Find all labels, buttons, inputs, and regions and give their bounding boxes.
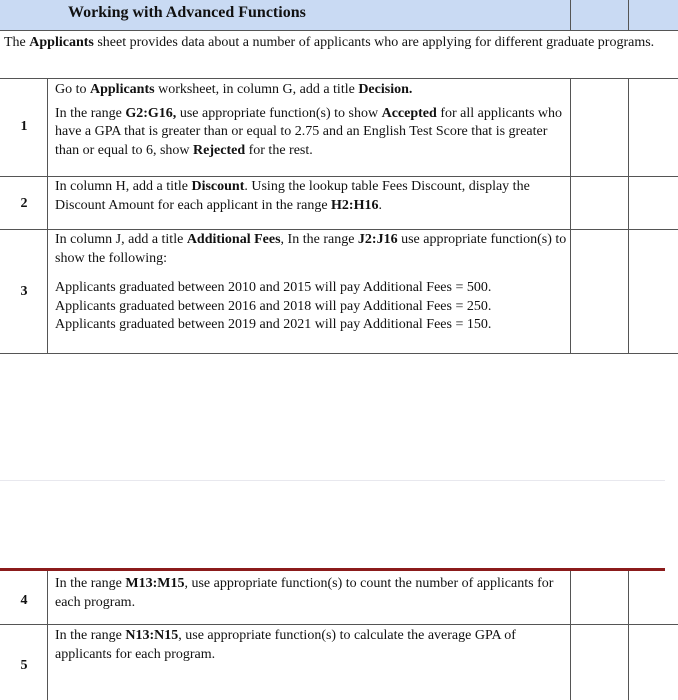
table-border bbox=[0, 353, 678, 354]
header-col-divider bbox=[628, 0, 629, 30]
table-border bbox=[0, 78, 678, 79]
task-line: In the range N13:N15, use appropriate function(s) to calculate the average GPA of applicants for each program. bbox=[55, 628, 516, 662]
col-divider bbox=[570, 78, 571, 354]
task-line: Go to Applicants worksheet, in column G, add a title Decision. bbox=[55, 82, 413, 97]
row-divider bbox=[0, 624, 678, 625]
list-item: Applicants graduated between 2019 and 2021 will pay Additional Fees = 150. bbox=[55, 317, 492, 332]
task-text bbox=[55, 81, 567, 160]
row-divider bbox=[0, 176, 678, 177]
list-item: Applicants graduated between 2016 and 2018 will pay Additional Fees = 250. bbox=[55, 298, 492, 314]
task-text bbox=[55, 178, 567, 215]
list-item: Applicants graduated between 2010 and 2015 will pay Additional Fees = 500. bbox=[55, 280, 492, 295]
page-break-line bbox=[0, 480, 665, 481]
header-rule bbox=[0, 30, 678, 31]
task-text bbox=[55, 231, 567, 335]
task-text bbox=[55, 627, 567, 664]
task-number: 4 bbox=[20, 593, 28, 608]
task-number: 3 bbox=[20, 284, 28, 299]
task-line: In the range M13:M15, use appropriate function(s) to count the number of applicants for each program. bbox=[55, 576, 554, 610]
task-line: In the range G2:G16, use appropriate function(s) to show Accepted for all applicants who have a GPA that is greater than or equal to 2.75 and an English Test Score that is greater than or equal to 6, show Rejected for the rest. bbox=[55, 105, 562, 158]
header-col-divider bbox=[570, 0, 571, 30]
page-rule bbox=[0, 568, 665, 571]
task-line: In column H, add a title Discount. Using the lookup table Fees Discount, display the Discount Amount for each applicant in the range H2:H16. bbox=[55, 179, 530, 213]
col-divider bbox=[570, 571, 571, 700]
col-divider bbox=[628, 78, 629, 354]
col-divider bbox=[47, 78, 48, 354]
page-title: Working with Advanced Functions bbox=[68, 4, 306, 21]
task-number: 5 bbox=[20, 658, 28, 673]
row-divider bbox=[0, 229, 678, 230]
intro-paragraph: The Applicants sheet provides data about a number of applicants who are applying for different graduate programs. bbox=[4, 35, 655, 50]
task-text bbox=[55, 575, 567, 612]
task-number: 1 bbox=[20, 119, 28, 134]
task-line: In column J, add a title Additional Fees, In the range J2:J16 use appropriate function(s) to show the following: bbox=[55, 232, 567, 266]
col-divider bbox=[47, 571, 48, 700]
col-divider bbox=[628, 571, 629, 700]
task-number: 2 bbox=[20, 196, 28, 211]
